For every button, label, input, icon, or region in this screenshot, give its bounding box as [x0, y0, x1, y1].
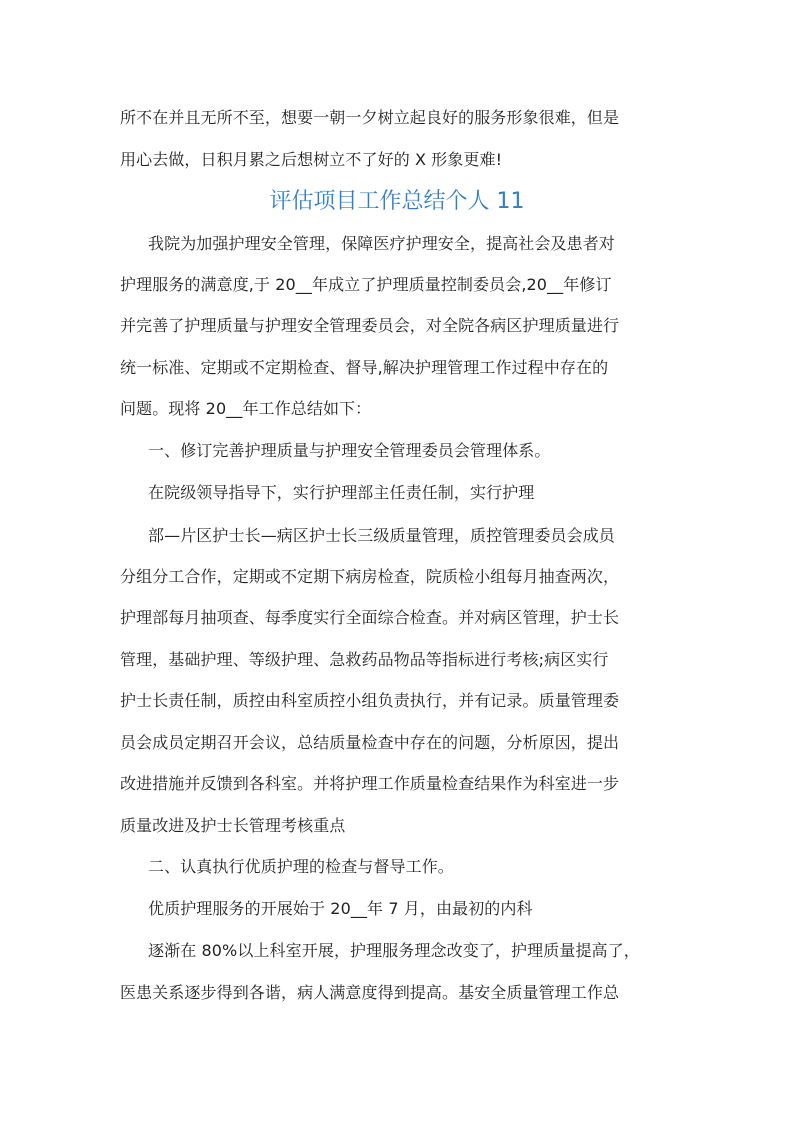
paragraph5-line-1: 逐渐在 80%以上科室开展，护理服务理念改变了，护理质量提高了，	[148, 941, 640, 960]
paragraph2-line-1: 在院级领导指导下，实行护理部主任责任制，实行护理	[148, 483, 535, 502]
paragraph1-line-3: 并完善了护理质量与护理安全管理委员会，对全院各病区护理质量进行	[120, 316, 620, 335]
paragraph1-line-1: 我院为加强护理安全管理，保障医疗护理安全，提高社会及患者对	[148, 234, 615, 253]
paragraph3-line-2: 分组分工合作，定期或不定期下病房检查，院质检小组每月抽查两次，	[120, 567, 620, 586]
paragraph4-line-1: 优质护理服务的开展始于 20__年 7 月，由最初的内科	[148, 899, 533, 918]
heading-2: 二、认真执行优质护理的检查与督导工作。	[148, 857, 454, 876]
paragraph3-line-3: 护理部每月抽项查、每季度实行全面综合检查。并对病区管理，护士长	[120, 608, 620, 627]
paragraph3-line-5: 护士长责任制，质控由科室质控小组负责执行，并有记录。质量管理委	[120, 691, 620, 710]
paragraph3-line-1: 部—片区护士长—病区护士长三级质量管理，质控管理委员会成员	[148, 526, 615, 545]
paragraph3-line-4: 管理，基础护理、等级护理、急救药品物品等指标进行考核;病区实行	[120, 650, 609, 669]
intro-line-2: 用心去做，日积月累之后想树立不了好的 X 形象更难!	[120, 150, 503, 169]
paragraph1-line-2: 护理服务的满意度,于 20__年成立了护理质量控制委员会,20__年修订	[120, 275, 612, 294]
paragraph1-line-5: 问题。现将 20__年工作总结如下：	[120, 399, 372, 418]
paragraph3-line-8: 质量改进及护士长管理考核重点	[120, 816, 346, 835]
paragraph3-line-7: 改进措施并反馈到各科室。并将护理工作质量检查结果作为科室进一步	[120, 774, 620, 793]
paragraph3-line-6: 员会成员定期召开会议，总结质量检查中存在的问题，分析原因，提出	[120, 733, 620, 752]
paragraph5-line-2: 医患关系逐步得到各谐，病人满意度得到提高。基安全质量管理工作总	[120, 983, 620, 1002]
heading-1: 一、修订完善护理质量与护理安全管理委员会管理体系。	[148, 441, 551, 460]
paragraph1-line-4: 统一标准、定期或不定期检查、督导,解决护理管理工作过程中存在的	[120, 358, 609, 377]
section-title: 评估项目工作总结个人 11	[269, 189, 525, 214]
intro-line-1: 所不在并且无所不至，想要一朝一夕树立起良好的服务形象很难，但是	[120, 108, 620, 127]
